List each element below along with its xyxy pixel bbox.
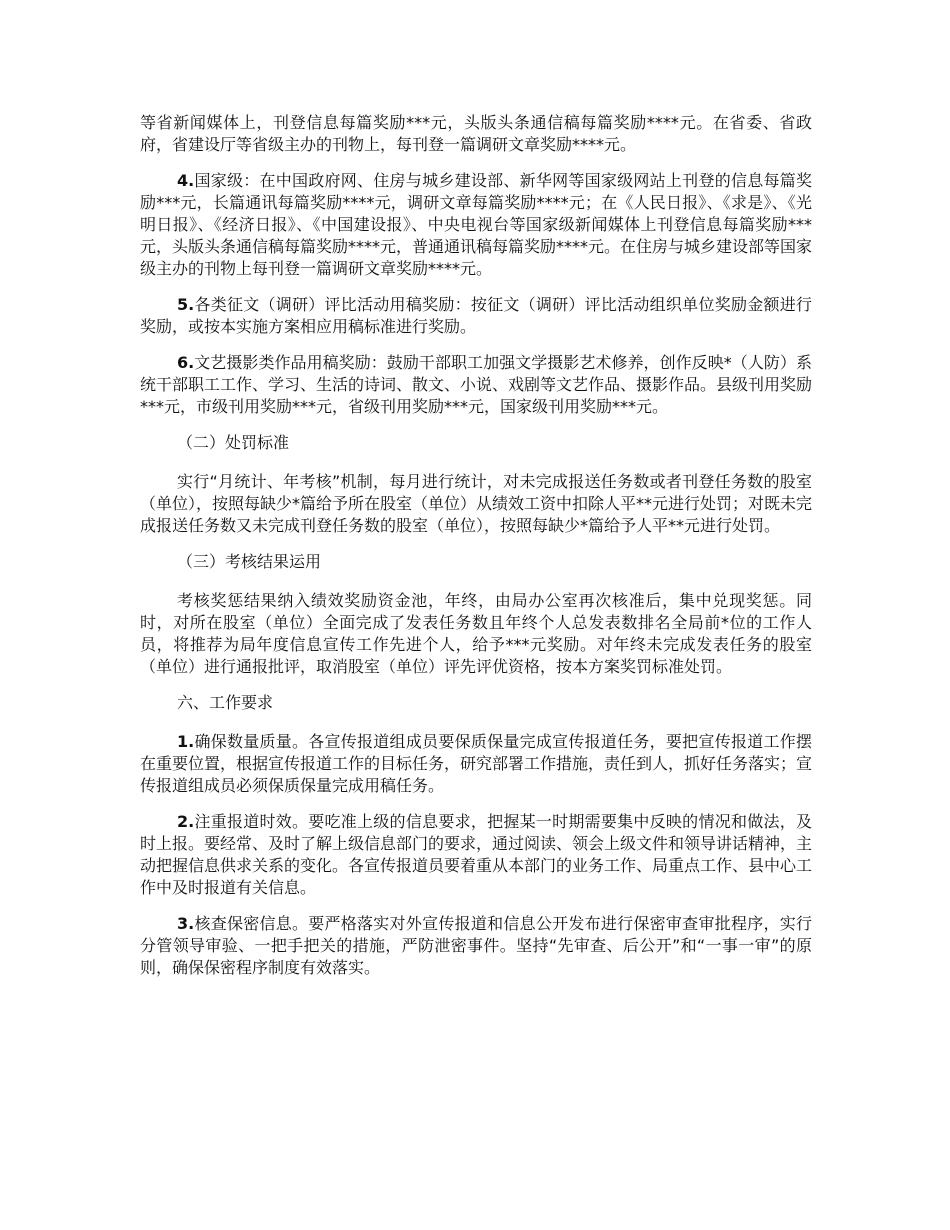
section-heading-work-requirements: 六、工作要求 bbox=[177, 693, 274, 712]
section-heading-result-application: （三）考核结果运用 bbox=[177, 552, 322, 571]
item-number: 2. bbox=[177, 812, 195, 831]
document-page bbox=[140, 112, 812, 993]
paragraph-confidentiality-check bbox=[140, 913, 812, 979]
item-number: 3. bbox=[177, 914, 195, 933]
paragraph-text: 文艺摄影类作品用稿奖励：鼓励干部职工加强文学摄影艺术修养，创作反映*（人防）系统干部职工工作、学习、生活的诗词、散文、小说、戏剧等文艺作品、摄影作品。县级刊用奖励***元，市级刊用奖励***元，省级刊用奖励***元，国家级刊用奖励***元。 bbox=[140, 353, 813, 416]
paragraph-quantity-quality bbox=[140, 731, 812, 797]
item-number: 5. bbox=[177, 295, 195, 314]
paragraph-national-level-rewards bbox=[140, 170, 812, 280]
paragraph-text: 注重报道时效。要吃准上级的信息要求，把握某一时期需要集中反映的情况和做法，及时上报。要经常、及时了解上级信息部门的要求，通过阅读、领会上级文件和领导讲话精神，主动把握信息供求关系的变化。各宣传报道员要着重从本部门的业务工作、局重点工作、县中心工作中及时报道有关信息。 bbox=[140, 812, 813, 897]
paragraph-penalty-mechanism: 实行“月统计、年考核”机制，每月进行统计，对未完成报送任务数或者刊登任务数的股室（单位），按照每缺少*篇给予所在股室（单位）从绩效工资中扣除人平**元进行处罚；对既未完成报送任务数又未完成刊登任务数的股室（单位），按照每缺少*篇给予人平**元进行处罚。 bbox=[140, 472, 813, 535]
section-heading-penalty-standards: （二）处罚标准 bbox=[177, 433, 290, 452]
paragraph-text: 各类征文（调研）评比活动用稿奖励：按征文（调研）评比活动组织单位奖励金额进行奖励，或按本实施方案相应用稿标准进行奖励。 bbox=[140, 295, 812, 336]
paragraph-essay-contest-rewards bbox=[140, 294, 812, 338]
item-number: 4. bbox=[177, 171, 195, 190]
paragraph-text: 核查保密信息。要严格落实对外宣传报道和信息公开发布进行保密审查审批程序，实行分管领导审验、一把手把关的措施，严防泄密事件。坚持“先审查、后公开”和“一事一审”的原则，确保保密程序制度有效落实。 bbox=[140, 914, 812, 977]
paragraph-art-photography-rewards bbox=[140, 352, 812, 418]
item-number: 6. bbox=[177, 353, 195, 372]
paragraph-provincial-rewards-continued: 等省新闻媒体上，刊登信息每篇奖励***元，头版头条通信稿每篇奖励****元。在省委、省政府，省建设厅等省级主办的刊物上，每刊登一篇调研文章奖励****元。 bbox=[140, 113, 812, 154]
paragraph-timeliness bbox=[140, 811, 812, 899]
item-number: 1. bbox=[177, 732, 195, 751]
paragraph-result-application: 考核奖惩结果纳入绩效奖励资金池，年终，由局办公室再次核准后，集中兑现奖惩。同时，对所在股室（单位）全面完成了发表任务数且年终个人总发表数排名全局前*位的工作人员，将推荐为局年度信息宣传工作先进个人，给予***元奖励。对年终未完成发表任务的股室（单位）进行通报批评，取消股室（单位）评先评优资格，按本方案奖罚标准处罚。 bbox=[140, 591, 812, 676]
paragraph-text: 国家级：在中国政府网、住房与城乡建设部、新华网等国家级网站上刊登的信息每篇奖励***元，长篇通讯每篇奖励****元，调研文章每篇奖励****元；在《人民日报》、《求是》、《光明日报》、《经济日报》、《中国建设报》、中央电视台等国家级新闻媒体上刊登信息每篇奖励***元，头版头条通信稿每篇奖励****元，普通通讯稿每篇奖励****元。在住房与城乡建设部等国家级主办的刊物上每刊登一篇调研文章奖励****元。 bbox=[140, 171, 813, 278]
paragraph-text: 确保数量质量。各宣传报道组成员要保质保量完成宣传报道任务，要把宣传报道工作摆在重要位置，根据宣传报道工作的目标任务，研究部署工作措施，责任到人，抓好任务落实；宣传报道组成员必须保质保量完成用稿任务。 bbox=[140, 732, 813, 795]
